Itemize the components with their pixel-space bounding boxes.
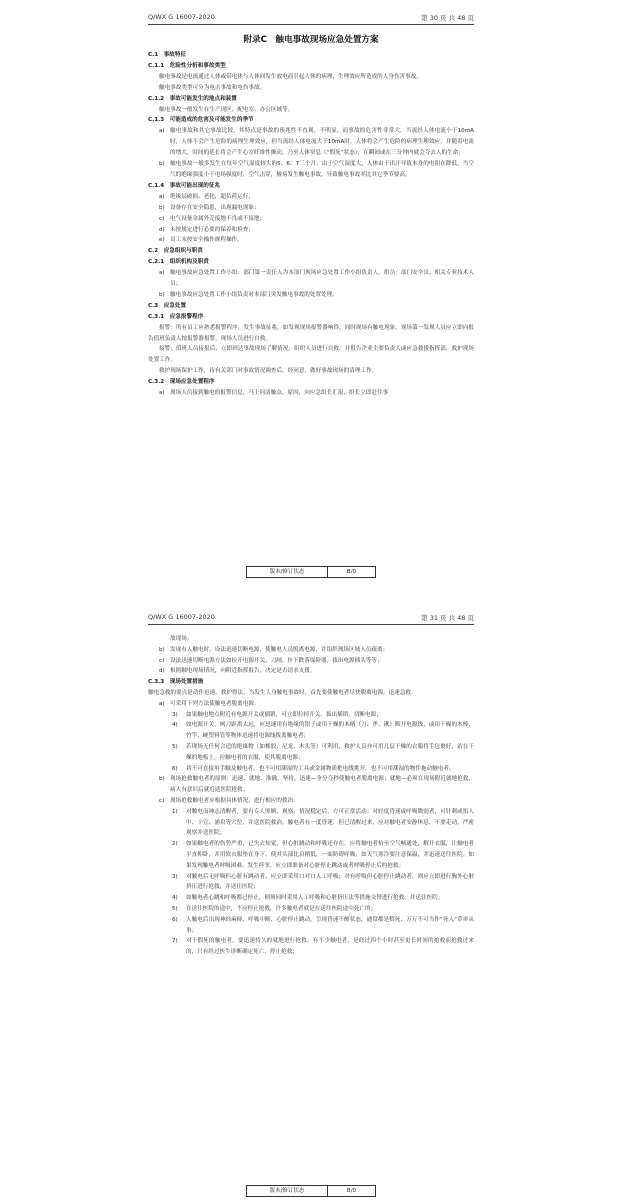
revision-footer	[246, 566, 376, 578]
list-item-text: 在送往医院的途中，不应停止抢救，许多触电者就是在送往医院途中死亡的；	[186, 905, 377, 912]
list-item	[148, 774, 474, 796]
section-heading: C.3.2 现场应急处置程序	[148, 379, 215, 386]
list-item	[148, 720, 474, 742]
list-marker: 6)	[172, 765, 178, 772]
list-item	[148, 666, 474, 677]
list-marker: a)	[159, 270, 165, 277]
section-heading: C.1.4 事故可能出现的征兆	[148, 182, 221, 189]
list-item	[148, 656, 474, 667]
doc-code: Q/WX G 16007-2020	[148, 613, 215, 621]
list-item-text: 根据触电现场情况，向附近指挥报告，决定是否请求支援。	[170, 668, 316, 675]
list-item	[148, 710, 474, 721]
list-item-text: 现场抢救触电者的原则：迅速、就地、准确、坚持。迅速—争分夺秒使触电者脱离电源；就地—必须在现场附近就地抢救，病人有意识后就近送医院抢救。	[170, 776, 474, 794]
paragraph: 触电事故是电流通过人体或带电体与人体间发生放电而引起人体的病理、生理效应所造成的人身伤害事故。	[159, 73, 422, 80]
list-marker: 3)	[172, 873, 178, 880]
list-item	[148, 807, 474, 839]
list-marker: e)	[159, 237, 165, 244]
list-marker: 5)	[172, 743, 178, 750]
list-item-text: 触电事故和其它事故比较，其特点是事故的预兆性不直观、不明显，而事故的危害性非常大。当流经人体电流小于10mA时，人体不会产生危险的病理生理效应，但当流经人体电流大于10mA时，人体将会产生危险的病理生理效应，并随着电流的增大、时间的延长将会产生心室纤维性颤动，乃至人体窒息（“假死”状态），在瞬间或在三分钟内就会夺去人的生命；	[170, 128, 474, 157]
list-marker: 4)	[172, 722, 178, 729]
list-item	[148, 290, 474, 301]
list-item	[148, 634, 474, 645]
list-item	[148, 645, 474, 656]
list-item-text: 如果触电者的伤势严重，已失去知觉，但心脏跳动和呼吸还存在，应将触电者抬至空气畅通处，解开衣服，让触电者平直仰卧，并用软衣服垫在身下，使其头部比肩稍低，一面防碍呼吸，如天气寒冷要注意保温，并迅速送往医院。如果发现触电者呼吸困难，发生痉挛，应立即准备对心脏停止跳动或者呼吸停止后的抢救；	[186, 841, 474, 869]
list-item-text: 绝缘层破损、老化，超负荷运行；	[170, 193, 254, 200]
doc-code: Q/WX G 16007-2020	[148, 13, 215, 21]
list-item-text: 触电事故一般多发生在每年空气湿度较大的5、6、7三个月。由于空气湿度大，人体由于出汗导致本身的电阻在降低，当空气的绝缘强度小于电场强度时，空气击穿，极易发生触电事故，导致触电事故率比其它季节要高。	[170, 161, 474, 178]
paragraph: 报警：所有员工应熟悉报警程序，发生事故征兆，如发现现场报警器响铃，同时现场有触电现象。现场第一发现人员应立即向报告值班负责人按报警器报警，现场人员进行自救。	[148, 324, 474, 342]
list-marker: d)	[159, 668, 165, 675]
list-marker: 4)	[172, 895, 178, 902]
list-item-text: 未按规定进行必要的保养和检查；	[170, 226, 254, 233]
list-item-text: 若现场无任何合适的绝缘物（如橡胶、尼龙、木头等）可利用，救护人员亦可用几层干燥的衣服将手包裹好，站在干燥的地板上，拉触电者的衣服，使其脱离电源；	[186, 743, 474, 761]
list-item	[148, 872, 474, 894]
section-heading: C.1.1 危险性分析和事故类型	[148, 62, 226, 69]
list-marker: d)	[159, 226, 165, 233]
list-marker: 3)	[172, 711, 178, 718]
list-marker: 5)	[172, 905, 178, 912]
list-item-text: 现场人员接到触电的报警信息，马上问清触点、原因，向应急组长汇报，组长立即赶往事	[170, 390, 389, 397]
list-item-text: 对触电而神志清醒者，要有专人照顾、观察，情况稳定后，方可正常活动；对轻度昏迷或呼吸微弱者，可针刺或掐人中、十宣、涌泉等穴位，并送医院救治。触电者有一度昏迷，但已清醒过来，应对触电者安静休息，不要走动，严密观察并送医院；	[186, 808, 474, 837]
list-item-text: 如电源开关、闸刀距离太远，应迅速用有绝缘的钳子或用干燥的木柄（刀、斧、锹）断开电源线，或用干燥的木棒、竹竿、硬塑料管等物体迅速将电源线拨离触电者；	[186, 722, 474, 740]
list-item	[148, 915, 474, 937]
revision-value: B/0	[346, 569, 357, 575]
list-marker: 1)	[172, 808, 178, 815]
list-item	[148, 126, 474, 159]
list-item-text: 发现有人触电时，设法迅速切断电源，使触电人员脱离电源，并组织现场区域人员疏离；	[170, 646, 389, 653]
header-rule	[148, 624, 474, 625]
list-item-text: 人触电后出现神经麻痹、呼吸中断、心脏停止跳动，呈现昏迷不醒状态，通常都是假死，万万不可当作“死人”草率从事；	[186, 916, 474, 934]
list-marker: a)	[159, 128, 165, 135]
list-marker: 6)	[172, 916, 178, 923]
list-item	[148, 764, 474, 775]
paragraph: 接警：值班人员接报后，立即到达事故现场了解情况，组织人员进行自救，并报告企业主要负责人或应急救援指挥部，救护现场处置工作。	[148, 346, 474, 364]
list-item	[148, 235, 474, 246]
header-rule	[148, 24, 474, 25]
list-item-text: 员工未按安全操作规程操作。	[170, 237, 243, 244]
list-item-text: 对于假死的触电者，要迅速持久的就地进行抢救，有不少触电者，是经过四个小时甚至更长时间的抢救而抢救过来的，只有经过医生诊断确定死亡，停止抢救；	[186, 938, 474, 956]
revision-value: B/0	[346, 1188, 357, 1194]
list-marker: 7)	[172, 938, 178, 945]
list-item	[148, 839, 474, 871]
list-item-text: 切不可直接用手触及触电者，也不可用潮湿的工具或金属物质把电线挑开，也不可用潮湿的物件拖动触电者。	[186, 765, 455, 772]
revision-label: 版本/修订状态	[247, 567, 328, 577]
revision-footer	[246, 1185, 376, 1197]
list-marker: c)	[159, 657, 165, 664]
appendix-title: 附录C 触电事故现场应急处置方案	[243, 35, 379, 45]
paragraph: 触电事故一般发生在生产现区、配电室、办公区域等。	[159, 106, 294, 113]
section-heading: C.1 事故特征	[148, 52, 187, 58]
list-marker: b)	[159, 776, 165, 783]
list-marker: a)	[159, 390, 165, 397]
document-page-31	[0, 600, 622, 1200]
page-body	[148, 634, 474, 958]
list-item	[148, 192, 474, 203]
list-marker: b)	[159, 161, 165, 168]
list-item	[148, 225, 474, 236]
page-number: 第 31 页 共 48 页	[421, 614, 474, 622]
paragraph: 触电事故类型可分为电击事故和电伤事故。	[159, 84, 266, 91]
paragraph: 触电急救的要点是动作迅速，救护得法，当发生人身触电事故时，首先要使触电者尽快脱离电源，迅速急救。	[148, 689, 417, 696]
list-marker: c)	[159, 797, 165, 804]
list-marker: a)	[159, 700, 165, 707]
list-item	[148, 936, 474, 958]
list-item-text: 设备存在安全隐患，出现漏电现象；	[170, 204, 260, 211]
list-marker: b)	[159, 291, 165, 298]
list-item	[148, 796, 474, 807]
list-marker: 2)	[172, 841, 178, 848]
list-item	[148, 904, 474, 915]
page-number: 第 30 页 共 48 页	[421, 14, 474, 22]
list-item	[148, 203, 474, 214]
list-item-text: 触电事故应急处置工作小组负责对本部门突发触电事故的处置处理。	[170, 291, 338, 298]
list-marker: b)	[159, 646, 165, 653]
section-heading: C.2 应急组织与职责	[148, 248, 203, 255]
list-marker: c)	[159, 215, 165, 222]
page-body	[148, 31, 474, 399]
list-item-text: 触电事故应急处置工作小组：部门第一责任人为本部门现场应急处置工作小组负责人。组员：部门安全员、相关专业技术人员；	[170, 270, 474, 288]
list-item	[148, 893, 474, 904]
section-heading: C.1.2 事故可能发生的地点和装置	[148, 95, 237, 102]
section-heading: C.3.3 现场处置措施	[148, 679, 204, 686]
list-marker: b)	[159, 204, 165, 211]
document-page-30	[0, 0, 622, 590]
list-item-text: 现场抢救触电者应根据具体情况，进行相应的救治：	[170, 797, 299, 804]
list-item	[148, 388, 474, 399]
list-item	[148, 159, 474, 181]
paragraph: 救护现场保护工作，待有关部门对事故情况调查后，经同意，做好事故现场的清理工作。	[159, 368, 378, 375]
list-item	[148, 268, 474, 290]
list-item-text: 可采用下列方法使触电者脱离电源：	[170, 700, 260, 707]
list-item-text: 如触电者心跳和呼吸都已停止，则须同时采用人工呼吸和心脏挤压法等措施交替进行抢救，并送往医院；	[186, 895, 444, 902]
list-item	[148, 699, 474, 710]
list-item-text: 对触电后无呼吸但心脏有跳动者，应立即采用口对口人工呼吸；对有呼吸但心脏停止跳动者，则应立即进行胸外心脏挤压进行抢救，并送往医院；	[186, 873, 474, 891]
section-heading: C.3.1 应急报警程序	[148, 313, 204, 320]
list-marker: a)	[159, 193, 165, 200]
list-item-text: 故现场；	[170, 636, 193, 642]
list-item-text: 如果触电地点附近有电源开关或插销，可立即拉掉开关、拔出插销，切断电源；	[186, 711, 382, 718]
section-heading: C.2.1 组织机构及职责	[148, 259, 209, 266]
list-item	[148, 214, 474, 225]
revision-label: 版本/修订状态	[247, 1186, 328, 1196]
list-item-text: 电气设备金属外壳接地不良或不接地；	[170, 215, 266, 222]
section-heading: C.1.3 可能造成的危害及可能发生的季节	[148, 117, 254, 124]
section-heading: C.3 应急处置	[148, 302, 187, 309]
list-item	[148, 742, 474, 764]
list-item-text: 设法迅速切断电源方法如拉开电源开关、刀闸，拉下跌落保险器，拔出电源插头等等；	[170, 657, 383, 664]
